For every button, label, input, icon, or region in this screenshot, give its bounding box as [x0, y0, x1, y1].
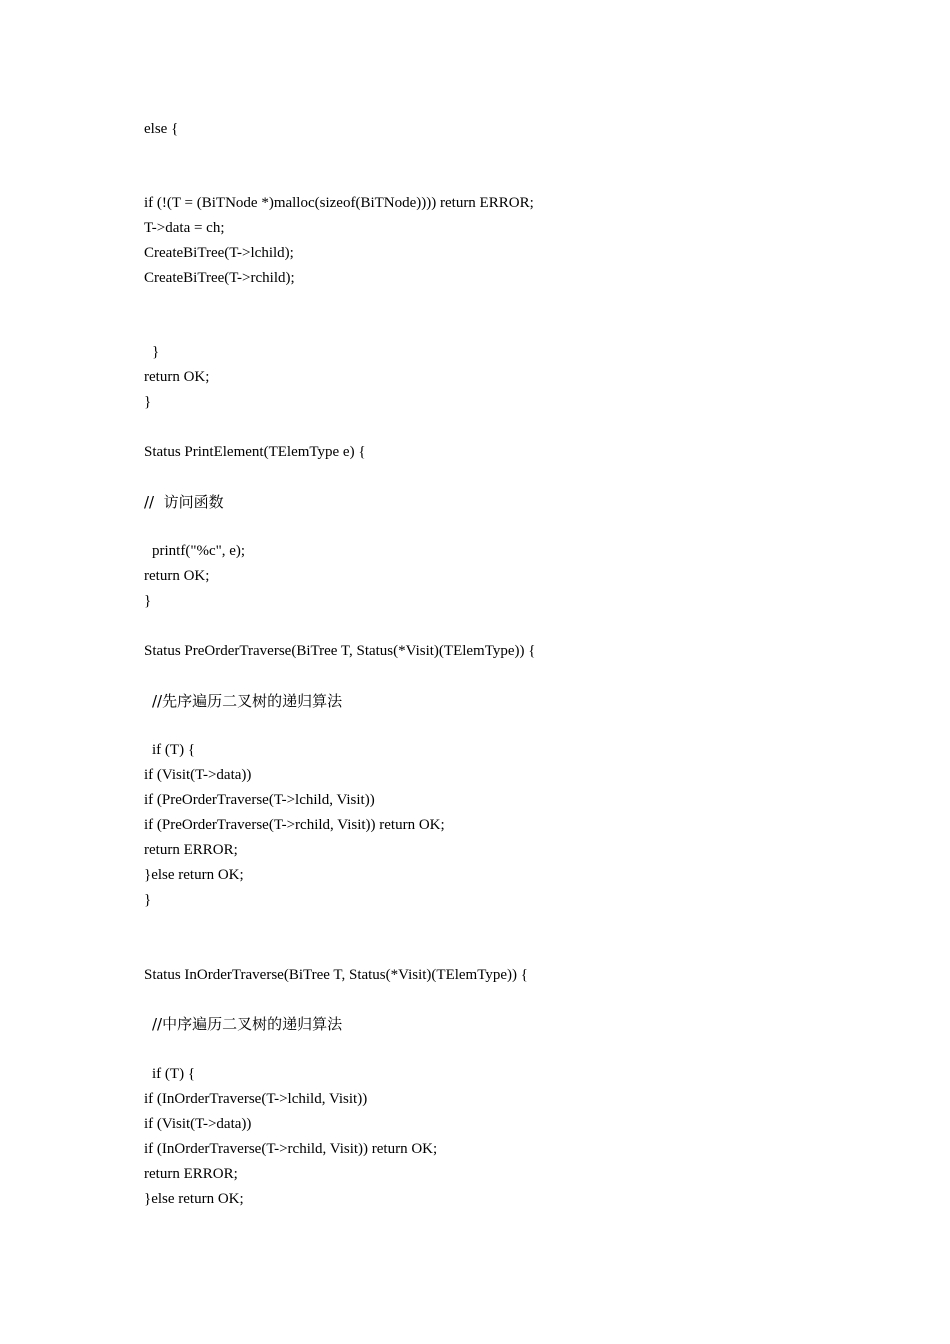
code-line: return OK;: [144, 568, 210, 584]
code-line: if (InOrderTraverse(T->lchild, Visit)): [144, 1091, 368, 1107]
code-line: }else return OK;: [144, 867, 244, 883]
code-line: Status InOrderTraverse(BiTree T, Status(*Visit)(TElemType)) {: [144, 967, 528, 983]
code-line: if (T) {: [152, 1066, 196, 1082]
code-line: }else return OK;: [144, 1191, 244, 1207]
code-line: CreateBiTree(T->lchild);: [144, 245, 294, 261]
code-line: return ERROR;: [144, 1166, 238, 1182]
code-line: CreateBiTree(T->rchild);: [144, 270, 295, 286]
code-line: if (Visit(T->data)): [144, 1116, 252, 1132]
code-line: }: [144, 394, 152, 410]
code-line: T->data = ch;: [144, 220, 225, 236]
code-line: printf("%c", e);: [152, 543, 246, 559]
code-line: if (Visit(T->data)): [144, 767, 252, 783]
code-line: }: [144, 892, 152, 908]
code-line: return OK;: [144, 369, 210, 385]
code-line: if (!(T = (BiTNode *)malloc(sizeof(BiTNode)))) return ERROR;: [144, 195, 534, 211]
code-line: if (PreOrderTraverse(T->lchild, Visit)): [144, 792, 375, 808]
code-line: Status PrintElement(TElemType e) {: [144, 444, 366, 460]
code-comment: //中序遍历二叉树的递归算法: [152, 1015, 343, 1033]
code-line: Status PreOrderTraverse(BiTree T, Status(*Visit)(TElemType)) {: [144, 643, 536, 659]
code-comment: //先序遍历二叉树的递归算法: [152, 692, 343, 710]
code-line: return ERROR;: [144, 842, 238, 858]
code-line: }: [144, 593, 152, 609]
code-line: if (T) {: [152, 742, 196, 758]
code-line: if (PreOrderTraverse(T->rchild, Visit)) return OK;: [144, 817, 445, 833]
code-line: }: [152, 344, 160, 360]
code-line: else {: [144, 121, 179, 137]
code-line: if (InOrderTraverse(T->rchild, Visit)) return OK;: [144, 1141, 438, 1157]
code-comment: // 访问函数: [144, 493, 224, 511]
